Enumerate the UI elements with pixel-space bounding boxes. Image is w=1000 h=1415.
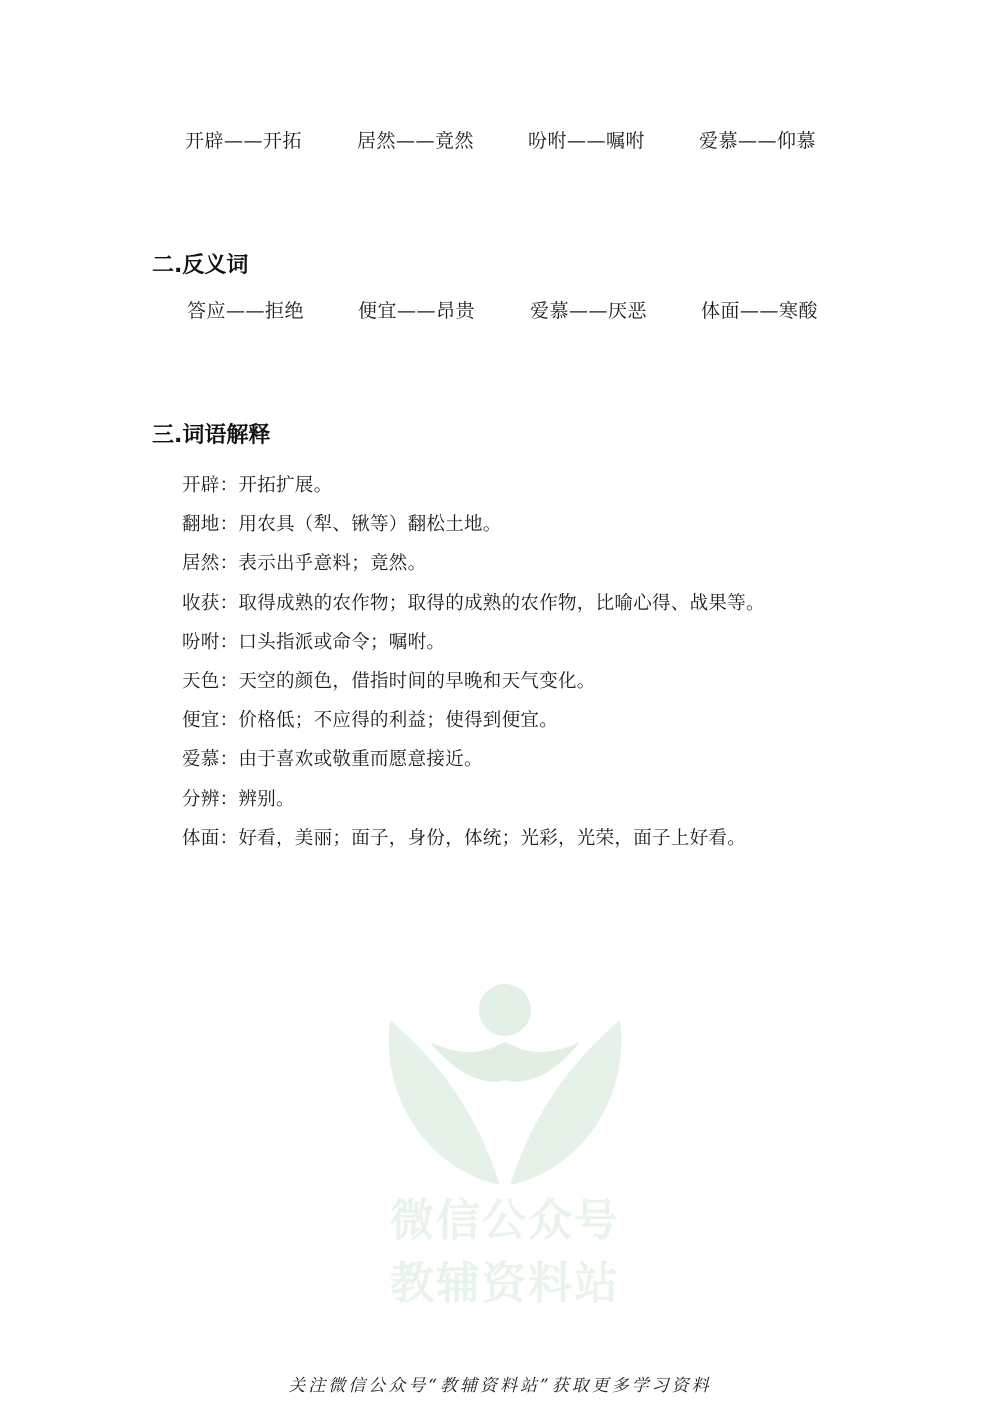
antonym-pair: 答应——拒绝 — [187, 300, 305, 322]
watermark-line-1: 微信公众号 — [390, 1195, 620, 1246]
antonym-pair: 体面——寒酸 — [701, 300, 819, 322]
definitions-list — [182, 466, 765, 858]
synonym-pair: 居然——竟然 — [357, 130, 475, 152]
definition-item: 体面：好看，美丽；面子，身份，体统；光彩，光荣，面子上好看。 — [182, 827, 747, 849]
synonym-pair: 开辟——开拓 — [185, 130, 303, 152]
synonym-pair: 吩咐——嘱咐 — [528, 130, 646, 152]
definition-item: 分辨：辨别。 — [182, 788, 295, 810]
definitions-heading: 三.词语解释 — [152, 423, 271, 448]
synonym-pair: 爱慕——仰慕 — [699, 130, 817, 152]
definition-item: 开辟：开拓扩展。 — [182, 475, 333, 496]
antonyms-heading: 二.反义词 — [152, 253, 249, 278]
definition-item: 翻地：用农具（犁、锹等）翻松土地。 — [182, 514, 502, 536]
definition-item: 吩咐：口头指派或命令；嘱咐。 — [182, 631, 446, 653]
footer-note: 关注微信公众号“教辅资料站”获取更多学习资料 — [288, 1376, 712, 1396]
definition-item: 收获：取得成熟的农作物；取得的成熟的农作物，比喻心得、战果等。 — [182, 592, 765, 614]
definition-item: 爱慕：由于喜欢或敬重而愿意接近。 — [182, 749, 483, 771]
antonym-pairs-row — [0, 296, 1000, 326]
antonym-pair: 便宜——昂贵 — [358, 300, 476, 322]
watermark-logo-icon — [370, 980, 640, 1190]
antonym-pair: 爱慕——厌恶 — [530, 300, 648, 322]
definition-item: 便宜：价格低；不应得的利益；使得到便宜。 — [182, 710, 559, 732]
definition-item: 居然：表示出乎意料；竟然。 — [182, 553, 427, 575]
synonym-pairs-row — [0, 126, 1000, 156]
definition-item: 天色：天空的颜色，借指时间的早晚和天气变化。 — [182, 670, 596, 692]
watermark — [370, 980, 640, 1320]
watermark-line-2: 教辅资料站 — [390, 1258, 620, 1309]
